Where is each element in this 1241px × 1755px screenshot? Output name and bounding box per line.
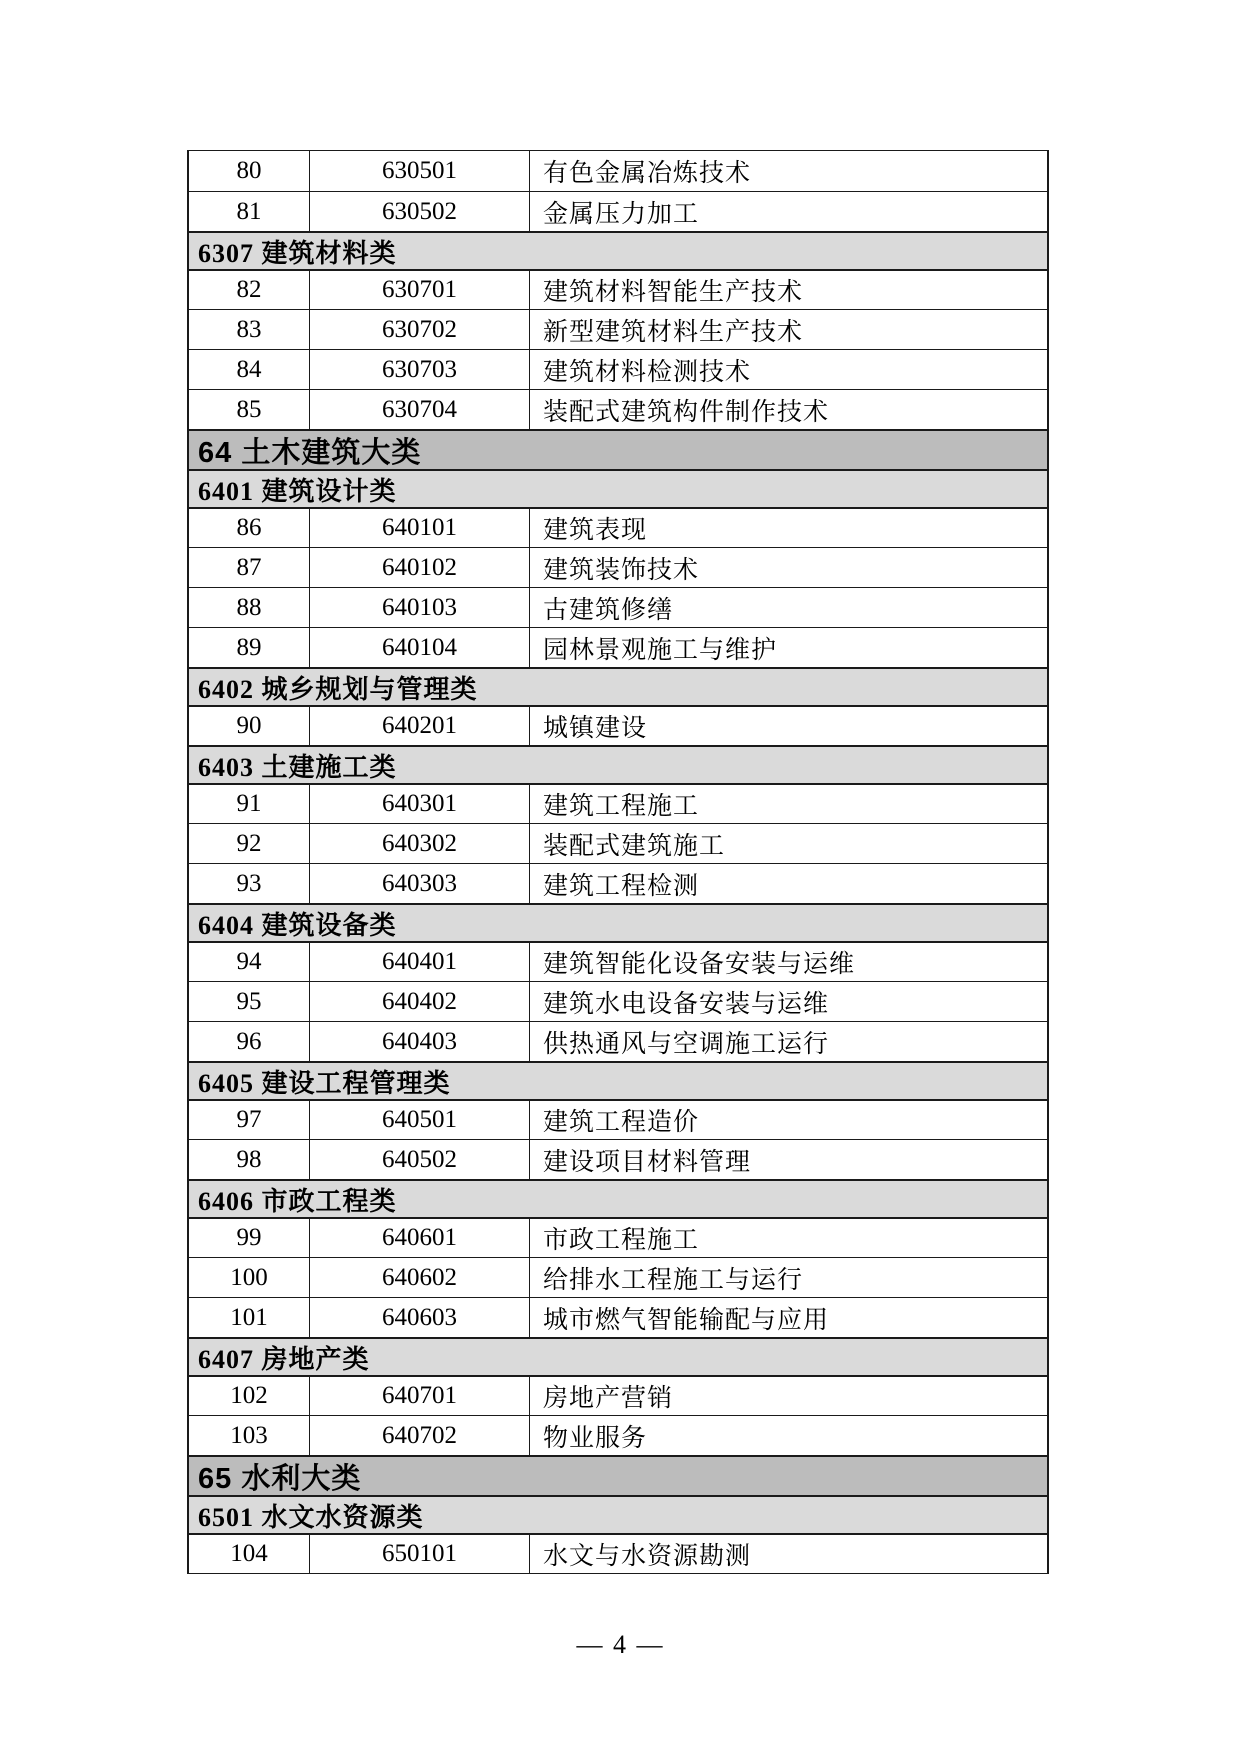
major-name-cell: 供热通风与空调施工运行 <box>543 1030 830 1058</box>
subcategory-header-label: 6404 建筑设备类 <box>198 910 397 940</box>
subcategory-header-row <box>189 1179 1047 1217</box>
table-row <box>189 151 1047 191</box>
table-row <box>189 705 1047 745</box>
row-index-cell: 84 <box>189 350 310 389</box>
category-header-label: 65 水利大类 <box>198 1462 362 1495</box>
major-code-cell: 640301 <box>310 785 530 823</box>
major-code-cell: 650101 <box>310 1535 530 1573</box>
row-index-cell: 101 <box>189 1298 310 1337</box>
major-name-cell: 建设项目材料管理 <box>543 1148 752 1176</box>
major-code-cell: 630501 <box>310 151 530 191</box>
table-row <box>189 627 1047 667</box>
subcategory-header-label: 6402 城乡规划与管理类 <box>198 674 478 704</box>
row-index-cell: 80 <box>189 151 310 191</box>
major-name-cell: 市政工程施工 <box>543 1227 700 1254</box>
table-row <box>189 587 1047 627</box>
table-row <box>189 1099 1047 1139</box>
table-row <box>189 981 1047 1021</box>
major-name-cell: 装配式建筑构件制作技术 <box>543 398 830 426</box>
row-index-cell: 82 <box>189 271 310 309</box>
table-row <box>189 823 1047 863</box>
major-code-cell: 630701 <box>310 271 530 309</box>
row-index-cell: 99 <box>189 1219 310 1257</box>
major-name-cell: 建筑表现 <box>543 517 648 544</box>
major-name-cell: 房地产营销 <box>543 1385 674 1412</box>
major-name-cell: 物业服务 <box>543 1424 648 1452</box>
major-name-cell: 古建筑修缮 <box>543 596 674 624</box>
table-row <box>189 309 1047 349</box>
subcategory-header-label: 6407 房地产类 <box>198 1344 370 1374</box>
row-index-cell: 91 <box>189 785 310 823</box>
subcategory-header-label: 6501 水文水资源类 <box>198 1502 424 1532</box>
subcategory-header-label: 6405 建设工程管理类 <box>198 1068 451 1098</box>
row-index-cell: 93 <box>189 864 310 903</box>
row-index-cell: 81 <box>189 192 310 231</box>
major-code-cell: 640502 <box>310 1140 530 1179</box>
row-index-cell: 97 <box>189 1101 310 1139</box>
subcategory-header-label: 6406 市政工程类 <box>198 1186 397 1216</box>
table-row <box>189 1297 1047 1337</box>
row-index-cell: 90 <box>189 707 310 745</box>
page-number: — 4 — <box>576 1630 665 1659</box>
major-code-cell: 640103 <box>310 588 530 627</box>
major-code-cell: 640701 <box>310 1377 530 1415</box>
subcategory-header-label: 6401 建筑设计类 <box>198 476 397 506</box>
table-row <box>189 547 1047 587</box>
table-row <box>189 941 1047 981</box>
category-header-row <box>189 1455 1047 1495</box>
row-index-cell: 95 <box>189 982 310 1021</box>
row-index-cell: 102 <box>189 1377 310 1415</box>
subcategory-header-row <box>189 1495 1047 1533</box>
table-row <box>189 269 1047 309</box>
major-name-cell: 城镇建设 <box>543 715 648 742</box>
major-code-cell: 640403 <box>310 1022 530 1061</box>
category-header-label: 64 土木建筑大类 <box>198 436 422 469</box>
row-index-cell: 100 <box>189 1258 310 1297</box>
category-header-row <box>189 429 1047 469</box>
table-row <box>189 349 1047 389</box>
table-row <box>189 389 1047 429</box>
table-row <box>189 1139 1047 1179</box>
table-row <box>189 1021 1047 1061</box>
major-code-cell: 630702 <box>310 310 530 349</box>
major-code-cell: 640602 <box>310 1258 530 1297</box>
majors-code-table <box>187 150 1049 1574</box>
major-code-cell: 640603 <box>310 1298 530 1337</box>
major-name-cell: 有色金属冶炼技术 <box>543 160 752 187</box>
table-row <box>189 1375 1047 1415</box>
major-name-cell: 水文与水资源勘测 <box>543 1543 752 1570</box>
major-code-cell: 640104 <box>310 628 530 667</box>
row-index-cell: 104 <box>189 1535 310 1573</box>
major-name-cell: 金属压力加工 <box>543 200 700 228</box>
row-index-cell: 83 <box>189 310 310 349</box>
row-index-cell: 89 <box>189 628 310 667</box>
major-name-cell: 建筑材料智能生产技术 <box>543 279 804 306</box>
major-code-cell: 640101 <box>310 509 530 547</box>
table-row <box>189 1533 1047 1573</box>
row-index-cell: 96 <box>189 1022 310 1061</box>
table-row <box>189 1415 1047 1455</box>
row-index-cell: 92 <box>189 824 310 863</box>
major-code-cell: 640303 <box>310 864 530 903</box>
row-index-cell: 87 <box>189 548 310 587</box>
major-name-cell: 建筑工程造价 <box>543 1109 700 1136</box>
subcategory-header-label: 6403 土建施工类 <box>198 752 397 782</box>
major-name-cell: 城市燃气智能输配与应用 <box>543 1306 830 1334</box>
table-row <box>189 1257 1047 1297</box>
row-index-cell: 94 <box>189 943 310 981</box>
subcategory-header-row <box>189 903 1047 941</box>
major-code-cell: 640401 <box>310 943 530 981</box>
major-name-cell: 建筑材料检测技术 <box>543 358 752 386</box>
major-code-cell: 630502 <box>310 192 530 231</box>
subcategory-header-row <box>189 745 1047 783</box>
major-name-cell: 建筑工程检测 <box>543 872 700 900</box>
table-row <box>189 1217 1047 1257</box>
major-name-cell: 建筑装饰技术 <box>543 556 700 584</box>
major-code-cell: 640601 <box>310 1219 530 1257</box>
row-index-cell: 103 <box>189 1416 310 1455</box>
major-name-cell: 给排水工程施工与运行 <box>543 1266 804 1294</box>
major-name-cell: 装配式建筑施工 <box>543 832 726 860</box>
major-code-cell: 640702 <box>310 1416 530 1455</box>
major-code-cell: 640201 <box>310 707 530 745</box>
row-index-cell: 86 <box>189 509 310 547</box>
major-name-cell: 园林景观施工与维护 <box>543 636 778 664</box>
subcategory-header-row <box>189 1337 1047 1375</box>
row-index-cell: 85 <box>189 390 310 429</box>
subcategory-header-row <box>189 667 1047 705</box>
major-code-cell: 640402 <box>310 982 530 1021</box>
major-name-cell: 建筑工程施工 <box>543 793 700 820</box>
table-row <box>189 191 1047 231</box>
subcategory-header-label: 6307 建筑材料类 <box>198 238 397 268</box>
major-name-cell: 新型建筑材料生产技术 <box>543 318 804 346</box>
table-row <box>189 507 1047 547</box>
major-code-cell: 640302 <box>310 824 530 863</box>
major-code-cell: 640501 <box>310 1101 530 1139</box>
table-row <box>189 863 1047 903</box>
major-code-cell: 630703 <box>310 350 530 389</box>
subcategory-header-row <box>189 469 1047 507</box>
major-name-cell: 建筑智能化设备安装与运维 <box>543 951 856 978</box>
subcategory-header-row <box>189 1061 1047 1099</box>
table-row <box>189 783 1047 823</box>
major-code-cell: 630704 <box>310 390 530 429</box>
subcategory-header-row <box>189 231 1047 269</box>
major-name-cell: 建筑水电设备安装与运维 <box>543 990 830 1018</box>
row-index-cell: 88 <box>189 588 310 627</box>
major-code-cell: 640102 <box>310 548 530 587</box>
row-index-cell: 98 <box>189 1140 310 1179</box>
